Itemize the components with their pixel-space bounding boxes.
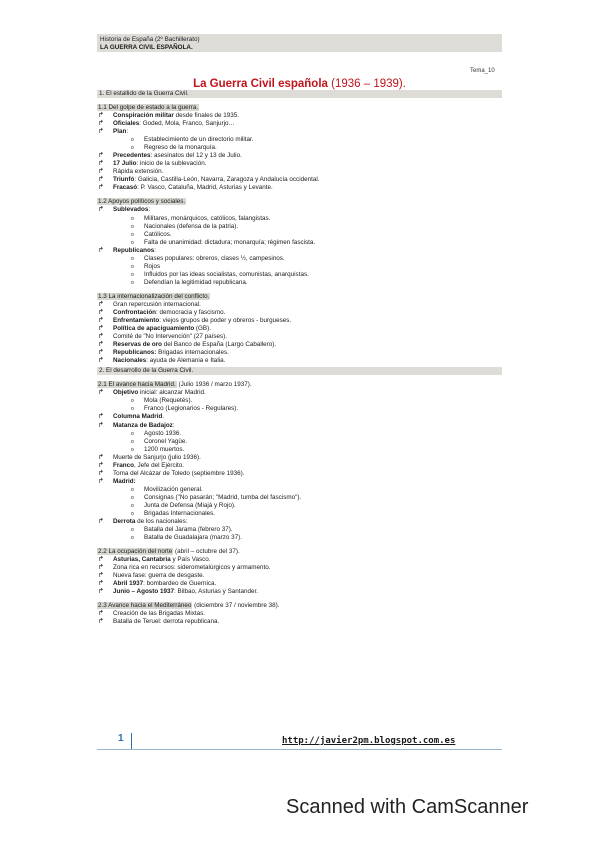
sub-list-item-text: Defendían la legitimidad republicana. [144,278,248,286]
arrow-bullet-icon: ↱ [98,564,104,572]
list-item [97,168,502,176]
circle-bullet-icon: o [131,215,134,222]
arrow-bullet-icon: ↱ [98,341,104,349]
list-item [97,478,502,486]
section-heading: 1. El estallido de la Guerra Civil. [97,90,502,98]
arrow-bullet-icon: ↱ [98,389,104,397]
circle-bullet-icon: o [131,486,134,493]
sub-list-item-text: Consignas ("No pasarán; "Madrid, tumba del fascismo"). [144,493,302,501]
list-item [97,128,502,136]
arrow-bullet-icon: ↱ [98,556,104,564]
list-item [97,176,502,184]
page-number: 1 [118,733,124,744]
sub-list-item-text: Junta de Defensa (Miajá y Rojo). [144,501,236,509]
arrow-bullet-icon: ↱ [98,128,104,136]
list-item [97,152,502,160]
list-item [97,301,502,309]
arrow-bullet-icon: ↱ [98,308,104,316]
topic-number: Tema_10 [470,68,495,74]
list-item [97,518,502,526]
list-item [97,470,502,478]
sub-list-item-text: 1200 muertos. [144,445,185,453]
subsection-title: 1.1 Del golpe de estado a la guerra. [98,104,199,111]
arrow-bullet-icon: ↱ [98,477,104,485]
footer-divider [131,733,132,749]
subsection-heading [97,381,502,389]
list-item [97,389,502,397]
sub-list-item-text: Batalla del Jarama (febrero 37). [144,526,233,534]
circle-bullet-icon: o [131,535,134,542]
sub-list-item [97,534,502,542]
arrow-bullet-icon: ↱ [98,421,104,429]
list-item [97,588,502,596]
sub-list-item [97,144,502,152]
subsection-heading [97,548,502,556]
list-item-text: : democracia y fascismo. [156,308,226,316]
list-item-keyword: Republicanos: [113,349,157,357]
circle-bullet-icon: o [131,398,134,405]
sub-list-item-text: Militares, monárquicos, católicos, falangistas. [144,214,271,222]
circle-bullet-icon: o [131,145,134,152]
arrow-bullet-icon: ↱ [98,618,104,626]
sub-list-item [97,430,502,438]
subsection-title: 2.2 La ocupación del norte [98,548,173,556]
section-heading: 2. El desarrollo de la Guerra Civil. [97,367,502,375]
sub-list-item [97,494,502,502]
arrow-bullet-icon: ↱ [98,610,104,618]
list-item-text: : Bilbao, Asturias y Santander. [174,588,259,596]
list-item [97,357,502,365]
list-item-keyword: Columna Madrid [113,413,163,421]
list-item-keyword: Sublevados [113,206,149,214]
circle-bullet-icon: o [131,271,134,278]
arrow-bullet-icon: ↱ [98,112,104,119]
circle-bullet-icon: o [131,446,134,453]
list-item [97,325,502,333]
list-item-keyword: Junio – Agosto 1937 [113,588,175,596]
subsection-title: 1.2 Apoyos políticos y sociales. [98,198,186,206]
list-item-keyword: Reservas de oro [113,341,163,349]
list-item-keyword: Plan [113,128,127,136]
circle-bullet-icon: o [131,223,134,230]
list-item-text: del Banco de España (Largo Caballero). [162,341,277,349]
sub-list-item [97,526,502,534]
arrow-bullet-icon: ↱ [98,317,104,325]
list-item [97,160,502,168]
list-item-keyword: Conspiración militar [113,112,174,119]
arrow-bullet-icon: ↱ [98,469,104,477]
list-item-text: : ayuda de Alemania e Italia. [146,357,226,365]
list-item [97,349,502,357]
sub-list-item-text: Rojos [144,262,161,270]
list-item-keyword: Confrontación [113,308,157,316]
list-item-text: de los nacionales: [135,518,188,526]
subsection-dates: (abril – octubre del 37). [173,548,240,556]
circle-bullet-icon: o [131,231,134,238]
subsection-dates: (Julio 1936 / marzo 1937). [176,381,252,389]
list-item [97,309,502,317]
list-item-text: : asesinatos del 12 y 13 de Julio. [150,152,242,160]
list-item-keyword: Matanza de Badajoz [113,421,173,429]
sub-list-item [97,263,502,271]
circle-bullet-icon: o [131,511,134,518]
list-item [97,564,502,572]
sub-list-item [97,502,502,510]
sub-list-item-text: Regreso de la monarquía. [144,144,217,152]
arrow-bullet-icon: ↱ [98,349,104,357]
list-item-text: Zona rica en recursos: siderometalúrgicos y armamento. [113,564,271,572]
circle-bullet-icon: o [131,137,134,144]
list-item-text: : [126,128,129,136]
sub-list-item-text: Influidos por las ideas socialistas, comunistas, anarquistas. [144,270,309,278]
sub-list-item [97,223,502,231]
list-item-text: Nueva fase: guerra de desgaste. [113,572,205,580]
circle-bullet-icon: o [131,239,134,246]
sub-list-item-text: Franco (Legionarios - Regulares). [144,405,239,413]
list-item-text: Muerte de Sanjurjo (julio 1936). [113,453,201,461]
circle-bullet-icon: o [131,279,134,286]
list-item-keyword: Abril 1937 [113,580,144,588]
circle-bullet-icon: o [131,527,134,534]
list-item [97,333,502,341]
list-item-text: (GB). [194,325,211,333]
circle-bullet-icon: o [131,430,134,437]
list-item-text: Rápida extensión. [113,168,164,176]
unit-label: LA GUERRA CIVIL ESPAÑOLA. [100,44,193,51]
arrow-bullet-icon: ↱ [98,413,104,421]
circle-bullet-icon: o [131,494,134,501]
footer-url-link[interactable]: http://javier2pm.blogspot.com.es [282,736,456,746]
list-item-keyword: Enfrentamiento [113,317,160,325]
sub-list-item-text: Falta de unanimidad: dictadura; monarquía; régimen fascista. [144,238,316,246]
list-item-text: : Goded, Mola, Franco, Sanjurjo… [139,120,235,128]
sub-list-item [97,239,502,247]
list-item-keyword: Oficiales [113,120,140,128]
list-item-text: Toma del Alcázar de Toledo (septiembre 1936). [113,469,245,477]
list-item-text: , Jefe del Ejército. [134,461,185,469]
list-item-text: : bombardeo de Guernica. [143,580,217,588]
arrow-bullet-icon: ↱ [98,588,104,596]
sub-list-item [97,486,502,494]
document-header [97,34,502,52]
arrow-bullet-icon: ↱ [98,453,104,461]
subsection-heading [97,104,502,112]
list-item-keyword: Objetivo [113,389,139,397]
sub-list-item-text: Clases populares: obreros, clases ½, campesinos. [144,254,285,262]
sub-list-item [97,397,502,405]
sub-list-item-text: Nacionales (defensa de la patria). [144,222,239,230]
arrow-bullet-icon: ↱ [98,206,104,214]
sub-list-item [97,279,502,287]
arrow-bullet-icon: ↱ [98,461,104,469]
list-item-text: : viejos grupos de poder y obreros - burgueses. [159,317,292,325]
subsection-dates: (diciembre 37 / noviembre 38). [192,602,280,610]
sub-list-item-text: Coronel Yagüe. [144,437,188,445]
sub-list-item [97,438,502,446]
list-item-keyword: Franco [113,461,134,469]
list-item-text: Brigadas internacionales. [156,349,229,357]
circle-bullet-icon: o [131,438,134,445]
list-item [97,572,502,580]
sub-list-item-text: Establecimiento de un directorio militar. [144,136,254,144]
sub-list-item [97,446,502,454]
sub-list-item [97,215,502,223]
list-item-text: inicial: alcanzar Madrid. [138,389,206,397]
list-item-keyword: Asturias, Cantabria [113,556,171,564]
list-item [97,317,502,325]
list-item [97,413,502,421]
list-item-text: Gran repercusión internacional. [113,300,201,308]
subsection-heading [97,293,502,301]
list-item [97,341,502,349]
arrow-bullet-icon: ↱ [98,120,104,128]
footer-rule [97,749,502,750]
circle-bullet-icon: o [131,255,134,262]
circle-bullet-icon: o [131,263,134,270]
arrow-bullet-icon: ↱ [98,518,104,526]
sub-list-item-text: Batalla de Guadalajara (marzo 37). [144,534,243,542]
list-item-text: : [172,421,175,429]
list-item-keyword: Precedentes [113,152,151,160]
arrow-bullet-icon: ↱ [98,300,104,308]
sub-list-item-text: Movilización general. [144,485,203,493]
list-item [97,618,502,626]
list-item-keyword: Fracasó [113,184,138,192]
list-item-text: . [162,413,165,421]
arrow-bullet-icon: ↱ [98,357,104,365]
subsection-title: 2.3 Avance hacia el Mediterráneo [98,602,192,610]
arrow-bullet-icon: ↱ [98,176,104,184]
list-item [97,112,502,120]
sub-list-item-text: Mola (Requetés). [144,397,193,405]
sub-list-item [97,231,502,239]
list-item-keyword: Republicanos [113,246,155,254]
list-item [97,184,502,192]
list-item-text: Batalla de Teruel: derrota republicana. [113,618,220,626]
sub-list-item [97,510,502,518]
title-dates: (1936 – 1939). [331,78,406,90]
sub-list-item-text: Brigadas Internacionales. [144,510,216,518]
list-item [97,556,502,564]
list-item-text: : [154,246,157,254]
arrow-bullet-icon: ↱ [98,246,104,254]
list-item-text: desde finales de 1935. [173,112,240,119]
list-item-keyword: Política de apaciguamiento [113,325,195,333]
list-item-keyword: Derrota [113,518,136,526]
list-item-keyword: Nacionales [113,357,147,365]
list-item-text: Comité de "No Intervención" (27 países). [113,333,228,341]
sub-list-item-text: Católicos. [144,230,172,238]
list-item [97,610,502,618]
list-item-text: y País Vasco. [170,556,211,564]
subsection-title: 2.1 El avance hacia Madrid. [98,381,176,389]
list-item-text: : Galicia, Castilla-León, Navarra, Zaragoza y Andalucía occidental. [134,176,320,184]
scanner-watermark: Scanned with CamScanner [286,796,529,818]
list-item [97,206,502,214]
sub-list-item [97,405,502,413]
arrow-bullet-icon: ↱ [98,168,104,176]
subsection-title: 1.3 La internacionalización del conflicto. [98,292,210,300]
arrow-bullet-icon: ↱ [98,333,104,341]
sub-list-item-text: Agosto 1936. [144,429,182,437]
sub-list-item [97,136,502,144]
subsection-heading [97,602,502,610]
arrow-bullet-icon: ↱ [98,572,104,580]
course-label: Historia de España (2º Bachillerato) [100,36,200,43]
list-item [97,422,502,430]
list-item [97,454,502,462]
list-item-text: : inicio de la sublevación. [136,160,207,168]
list-item-keyword: Triunfó [113,176,135,184]
circle-bullet-icon: o [131,502,134,509]
circle-bullet-icon: o [131,406,134,413]
list-item-keyword: Madrid: [113,477,136,485]
arrow-bullet-icon: ↱ [98,184,104,192]
arrow-bullet-icon: ↱ [98,160,104,168]
list-item [97,580,502,588]
document-body [97,88,502,627]
sub-list-item [97,255,502,263]
list-item-keyword: 17 Julio [113,160,137,168]
list-item-text: : [148,206,151,214]
list-item [97,247,502,255]
list-item-text: Creación de las Brigadas Mixtas. [113,610,206,618]
sub-list-item [97,271,502,279]
list-item [97,120,502,128]
arrow-bullet-icon: ↱ [98,152,104,160]
list-item-text: : P. Vasco, Cataluña, Madrid, Asturias y Levante. [137,184,273,192]
arrow-bullet-icon: ↱ [98,580,104,588]
arrow-bullet-icon: ↱ [98,325,104,333]
subsection-heading [97,198,502,206]
title-main: La Guerra Civil española [193,78,328,90]
list-item [97,462,502,470]
